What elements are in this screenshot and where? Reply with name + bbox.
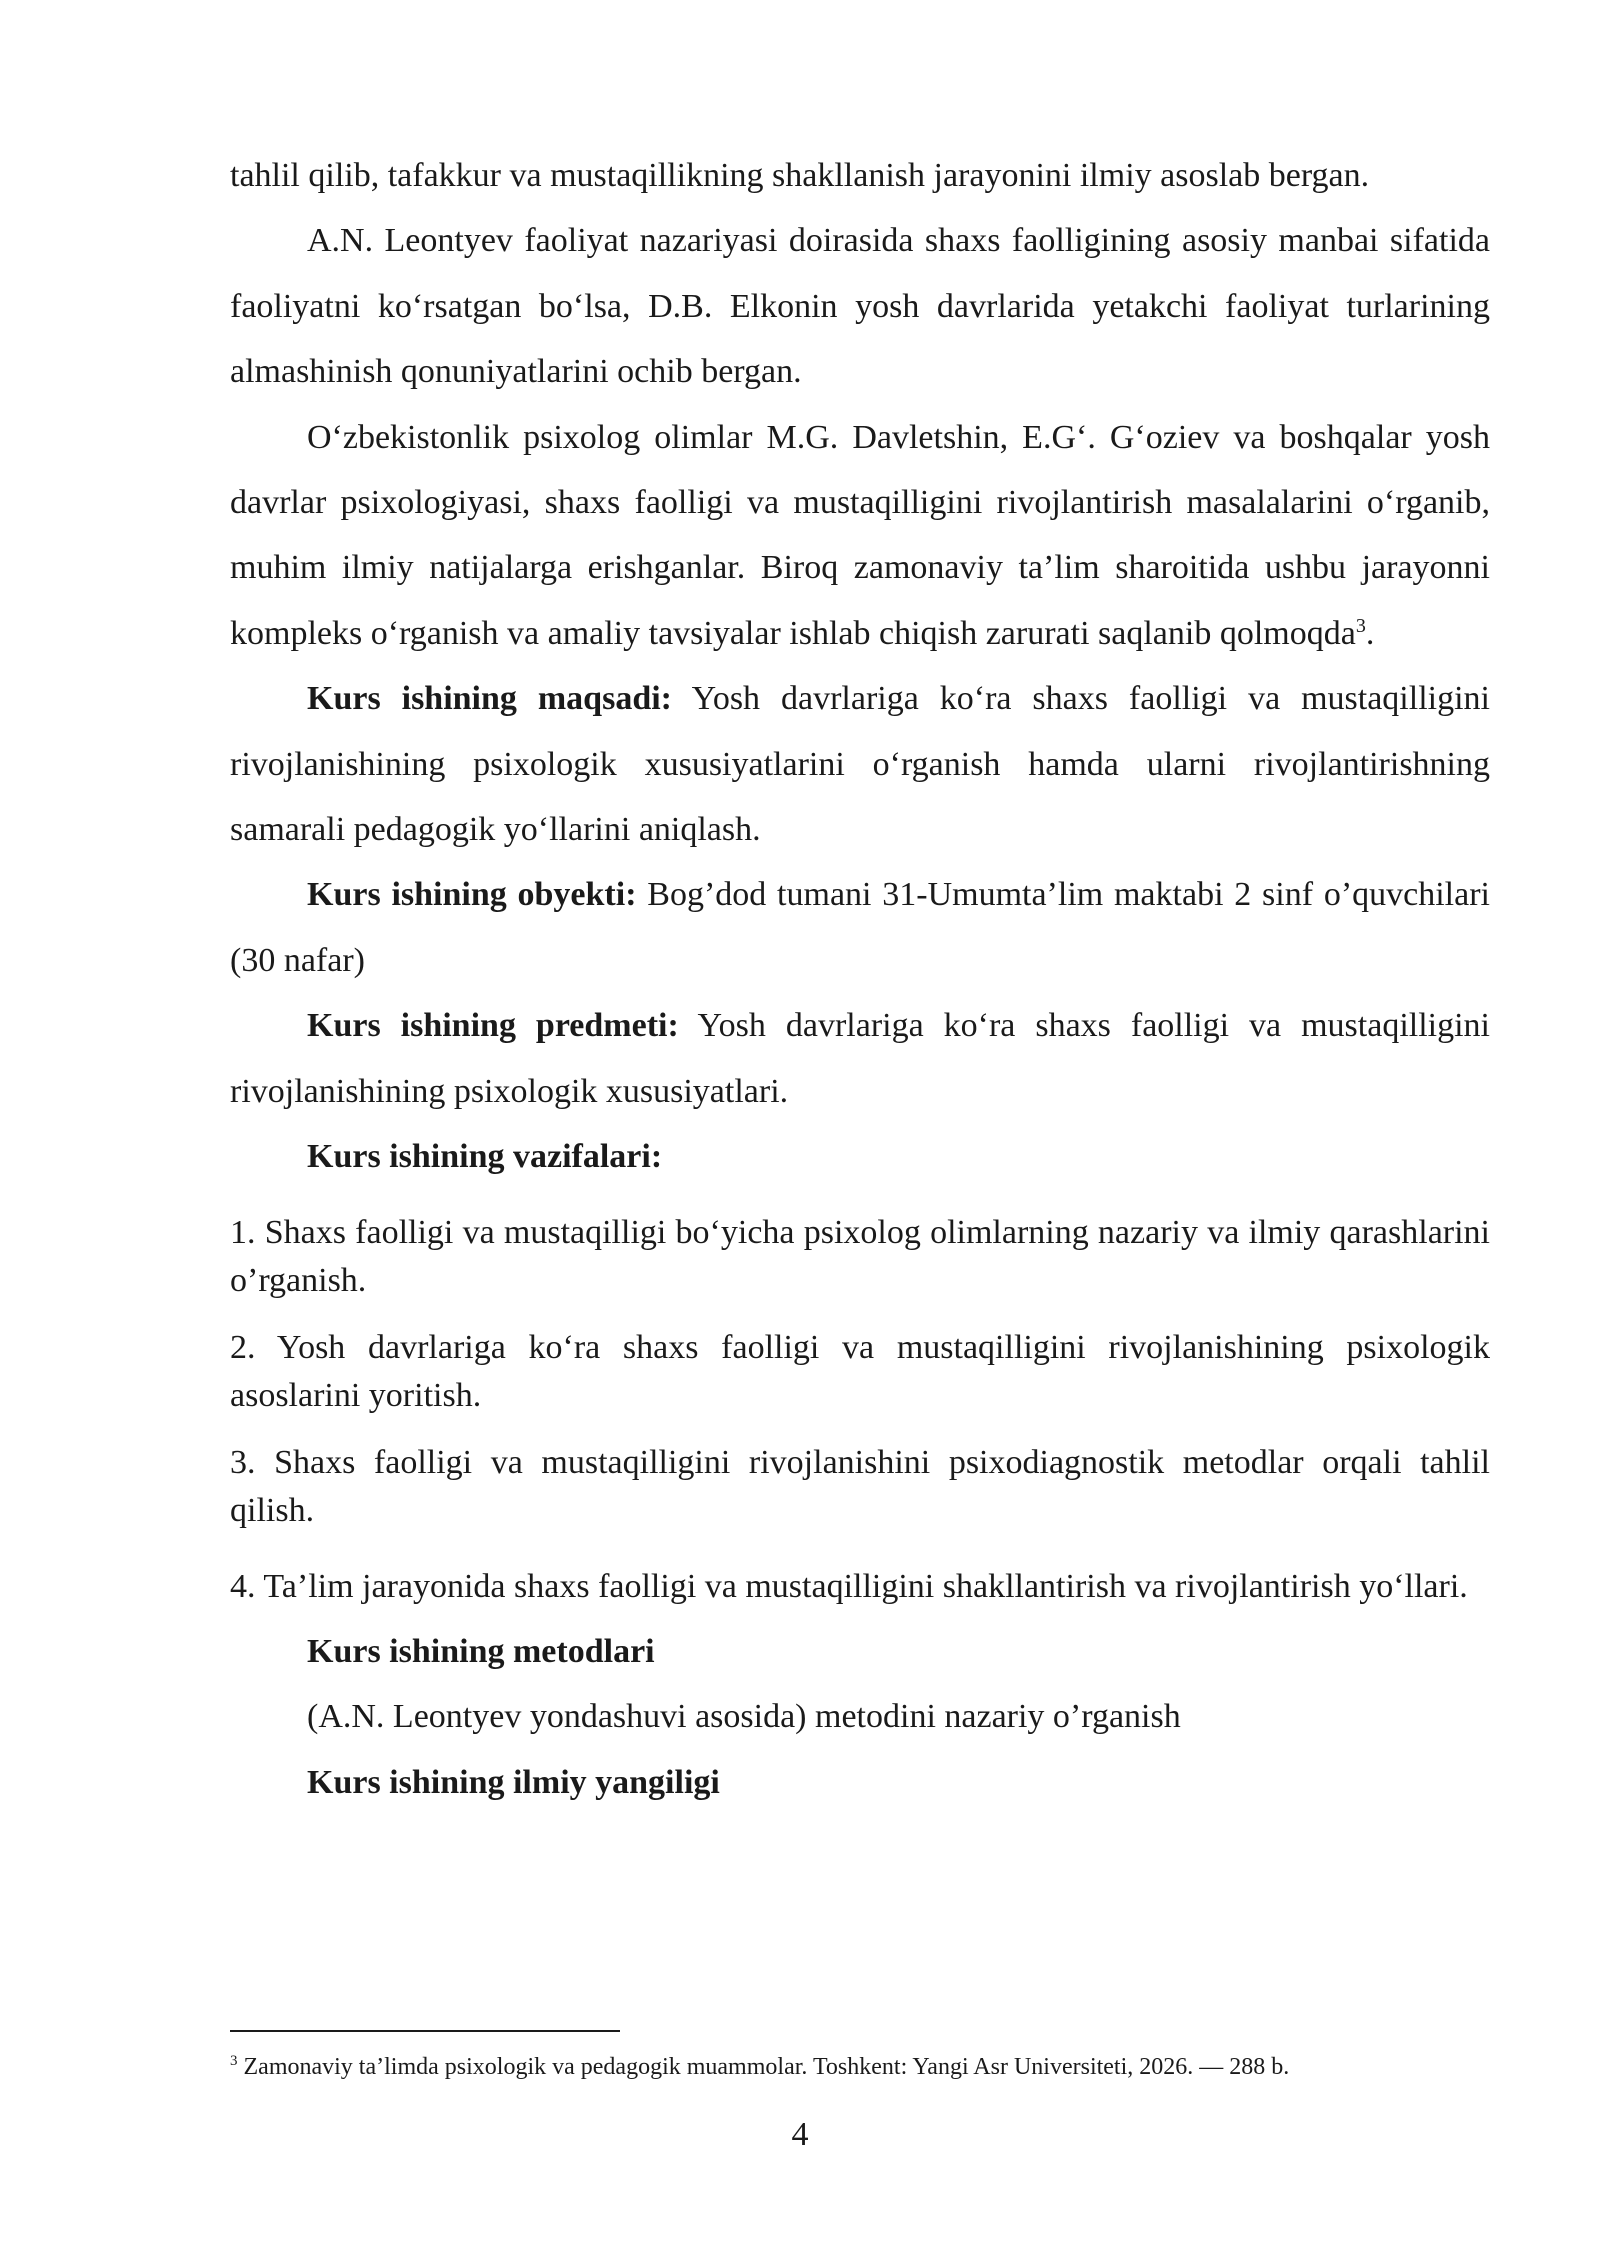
- novelty-label: Kurs ishining ilmiy yangiligi: [307, 1763, 720, 1801]
- task-item-2: 2. Yosh davrlariga ko‘ra shaxs faolligi va mustaqilligini rivojlanishining psixologik asoslarini yoritish.: [230, 1328, 1490, 1414]
- methods-label: Kurs ishining metodlari: [307, 1632, 655, 1670]
- footnote-reference[interactable]: 3: [1355, 614, 1366, 637]
- task-item-4: 4. Ta’lim jarayonida shaxs faolligi va mustaqilligini shakllantirish va rivojlantirish yo‘llari.: [230, 1567, 1468, 1605]
- footnote-number: 3: [230, 2053, 238, 2069]
- object-text: Bog’dod tumani 31-Umumta’lim maktabi 2 sinf o’quvchilari (30 nafar): [230, 876, 1490, 979]
- task-item-3: 3. Shaxs faolligi va mustaqilligini rivojlanishini psixodiagnostik metodlar orqali tahlil qilish.: [230, 1443, 1490, 1529]
- footnote: [230, 2050, 1490, 2084]
- object-paragraph: [230, 862, 1490, 993]
- page-number: 4: [791, 2116, 809, 2153]
- methods-heading: [230, 1619, 1490, 1684]
- paragraph-leontyev: A.N. Leontyev faoliyat nazariyasi doirasida shaxs faolligining asosiy manbai sifatida faoliyatni ko‘rsatgan bo‘lsa, D.B. Elkonin yosh davrlarida yetakchi faoliyat turlarining almashinish qonuniyatlarini ochib bergan.: [230, 222, 1490, 391]
- goal-label: Kurs ishining maqsadi:: [307, 680, 672, 718]
- footnote-divider: [230, 2030, 620, 2032]
- subject-paragraph: [230, 993, 1490, 1124]
- goal-text: Yosh davrlariga ko‘ra shaxs faolligi va mustaqilligini rivojlanishining psixologik xususiyatlarini o‘rganish hamda ularni rivojlantirishning samarali pedagogik yo‘llarini aniqlash.: [230, 680, 1490, 849]
- subject-label: Kurs ishining predmeti:: [307, 1007, 679, 1045]
- goal-paragraph: [230, 666, 1490, 862]
- body-text: [230, 143, 1490, 1815]
- subject-text: Yosh davrlariga ko‘ra shaxs faolligi va mustaqilligini rivojlanishining psixologik xususiyatlari.: [230, 1007, 1490, 1110]
- task-item-1: 1. Shaxs faolligi va mustaqilligi bo‘yicha psixolog olimlarning nazariy va ilmiy qarashlarini o’rganish.: [230, 1213, 1490, 1299]
- novelty-heading: [230, 1750, 1490, 1815]
- paragraph-uzbek-scholars-text: O‘zbekistonlik psixolog olimlar M.G. Davletshin, E.G‘. G‘oziev va boshqalar yosh davrlar psixologiyasi, shaxs faolligi va mustaqilligini rivojlantirish masalalarini o‘rganib, muhim ilmiy natijalarga erishganlar. Biroq zamonaviy ta’lim sharoitida ushbu jarayonni kompleks o‘rganish va amaliy tavsiyalar ishlab chiqish zarurati saqlanib qolmoqda: [230, 418, 1490, 652]
- footnote-text: Zamonaviy ta’limda psixologik va pedagogik muammolar. Toshkent: Yangi Asr Universiteti, 2026. — 288 b.: [237, 2054, 1290, 2080]
- object-label: Kurs ishining obyekti:: [307, 876, 637, 914]
- tasks-heading: [230, 1124, 1490, 1189]
- paragraph-end-punct: .: [1365, 614, 1375, 652]
- paragraph-continuation: tahlil qilib, tafakkur va mustaqillikning shakllanish jarayonini ilmiy asoslab bergan.: [230, 157, 1370, 194]
- paragraph-uzbek-scholars: [230, 405, 1490, 667]
- methods-text: (A.N. Leontyev yondashuvi asosida) metodini nazariy o’rganish: [307, 1698, 1181, 1736]
- tasks-label: Kurs ishining vazifalari:: [307, 1138, 663, 1176]
